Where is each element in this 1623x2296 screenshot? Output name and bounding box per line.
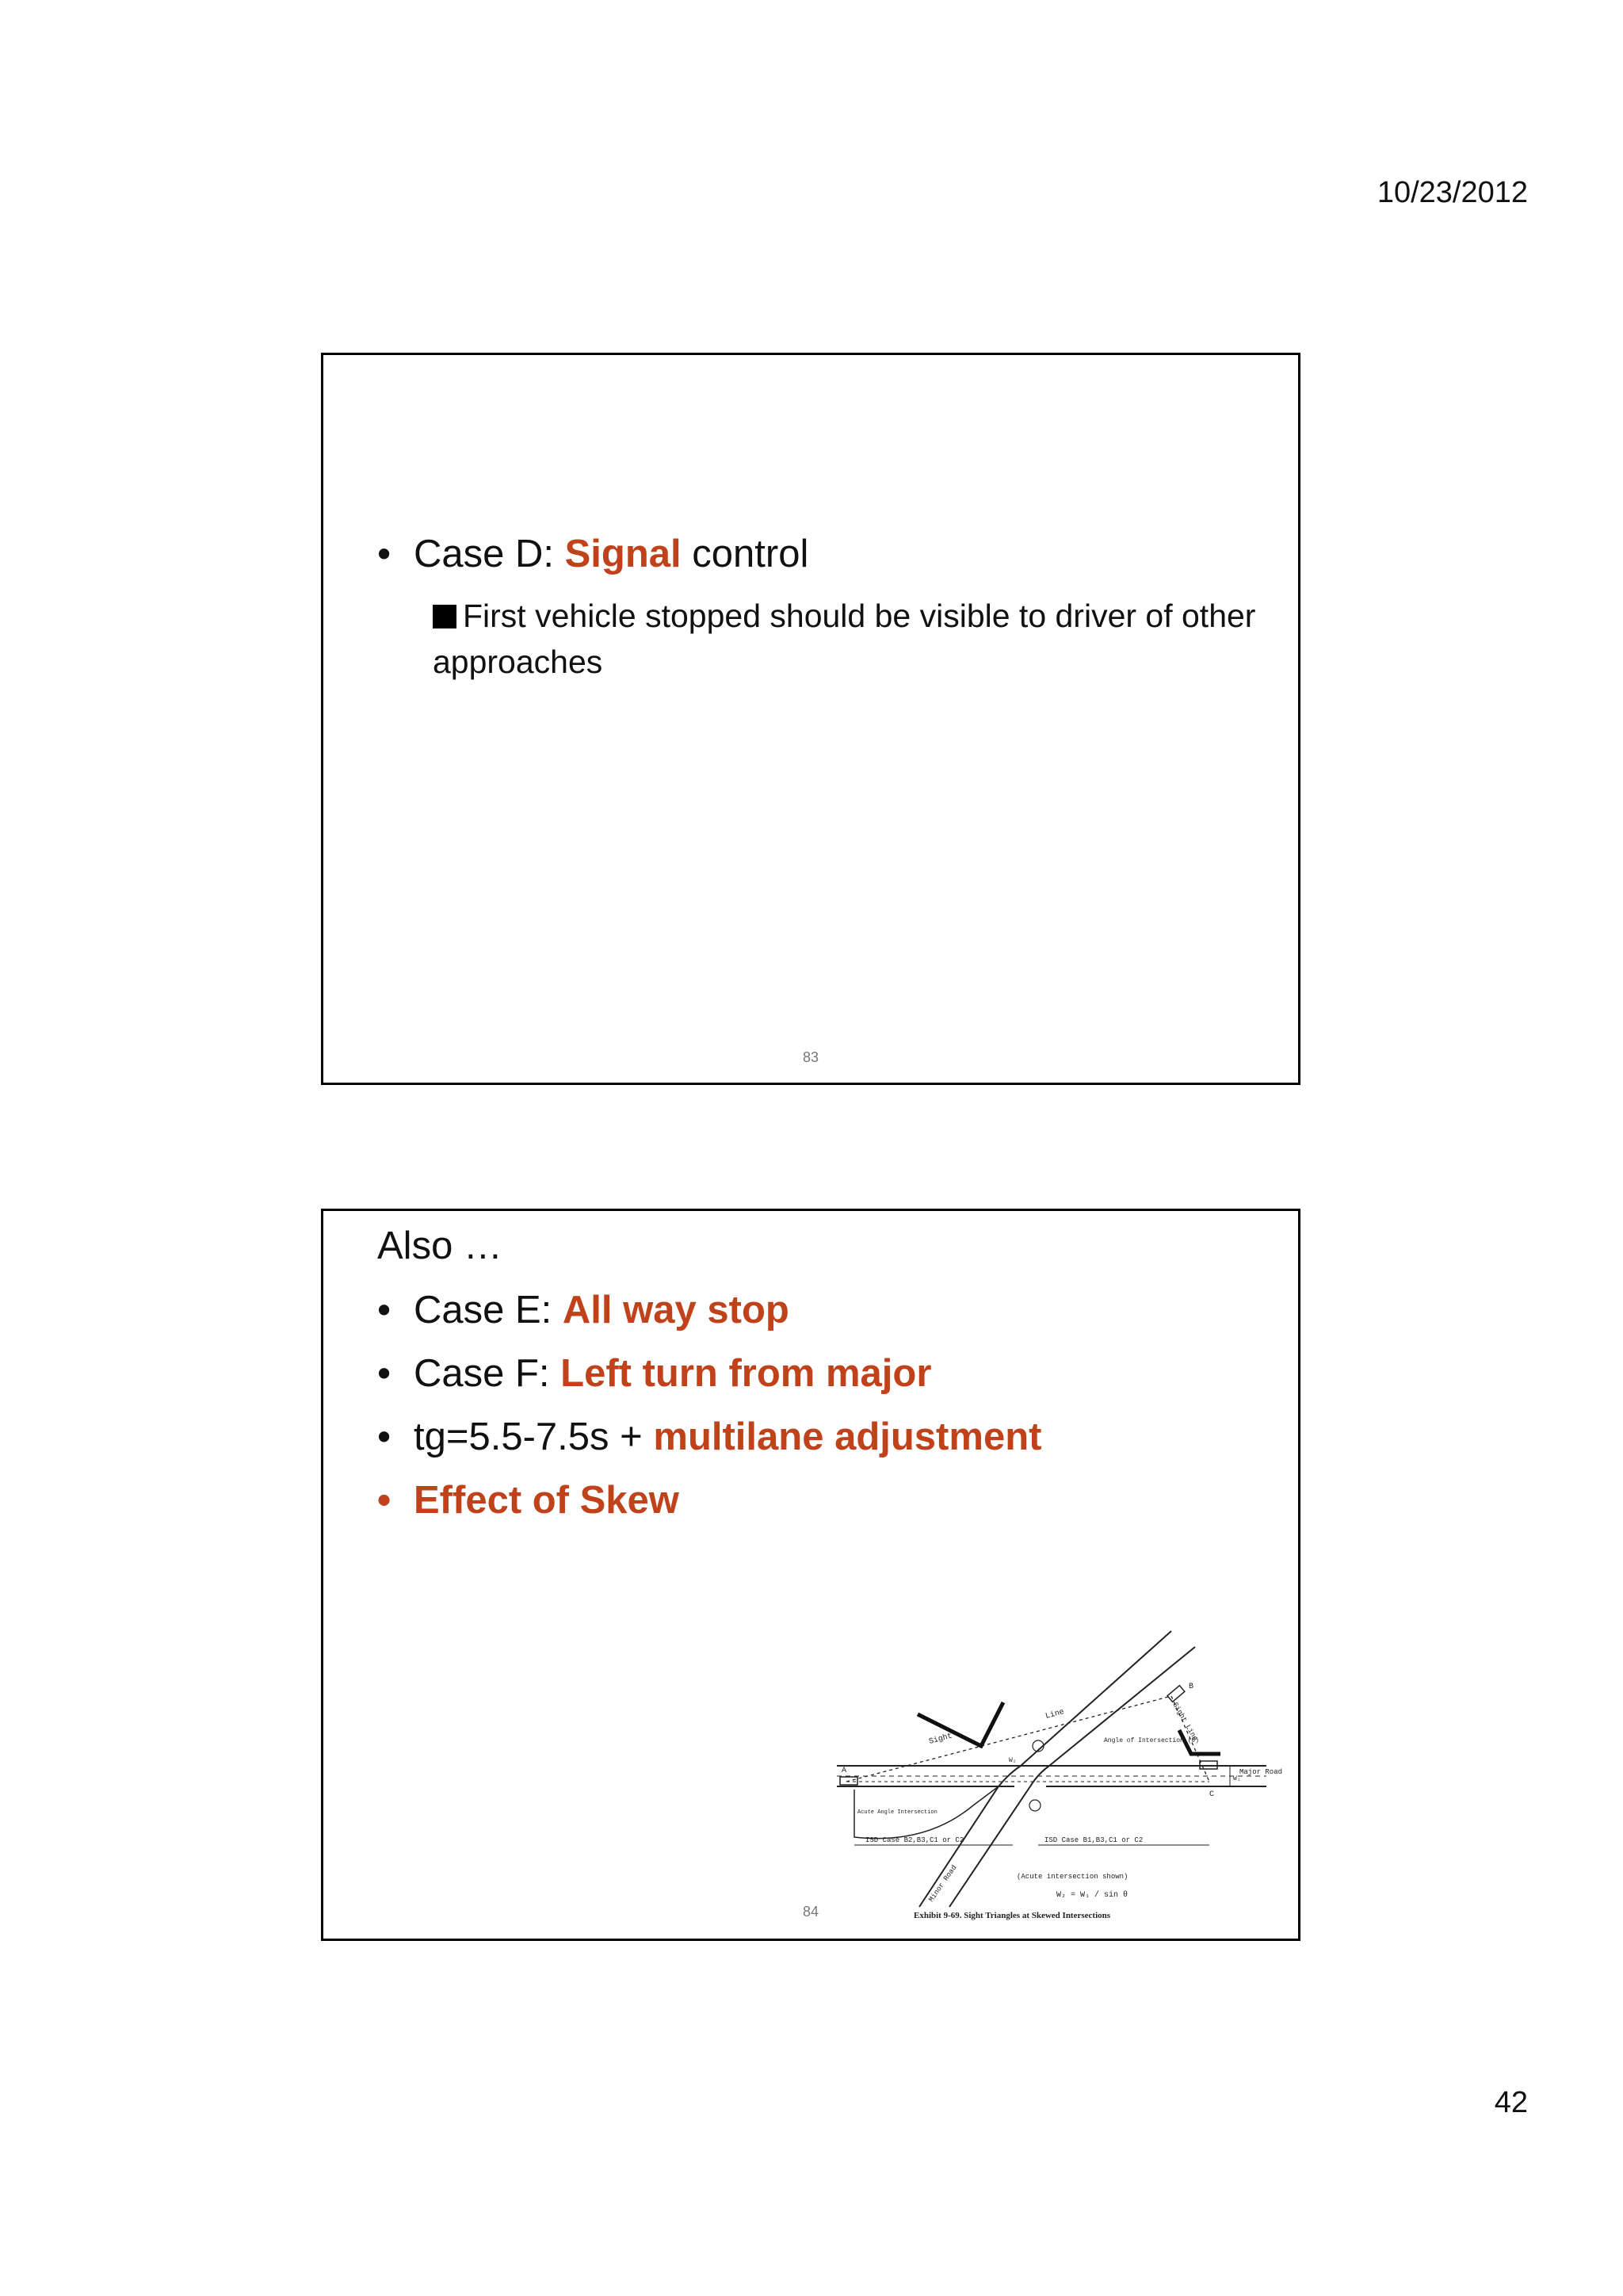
bullet-case-f xyxy=(377,1350,931,1397)
bullet-dot: • xyxy=(377,1352,391,1395)
acute-shown-label: (Acute intersection shown) xyxy=(1017,1873,1128,1881)
sub-bullet xyxy=(433,593,1273,685)
isd-right-label: ISD Case B1,B3,C1 or C2 xyxy=(1044,1836,1144,1844)
exhibit-caption: Exhibit 9-69. Sight Triangles at Skewed Intersections xyxy=(914,1911,1111,1920)
formula-label: W₂ = W₁ / sin θ xyxy=(1056,1891,1128,1900)
page-date: 10/23/2012 xyxy=(1377,176,1528,209)
bullet-highlight: multilane adjustment xyxy=(653,1415,1042,1458)
bullet-dot: • xyxy=(377,533,391,575)
skewed-intersection-diagram xyxy=(831,1655,1283,1932)
bullet-case-d xyxy=(377,531,808,578)
minor-road-edge-right xyxy=(949,1647,1195,1907)
page-number: 42 xyxy=(1494,2086,1528,2119)
sub-bullet-text: First vehicle stopped should be visible to driver of other approaches xyxy=(433,598,1256,680)
line-label: Line xyxy=(1044,1708,1066,1721)
bullet-prefix: Case D: xyxy=(414,533,565,575)
bullet-dot: • xyxy=(377,1415,391,1458)
slide-83 xyxy=(321,353,1300,1085)
point-b-label: B xyxy=(1189,1683,1194,1691)
isd-left-label: ISD Case B2,B3,C1 or C2 xyxy=(865,1836,964,1844)
slide-number: 84 xyxy=(802,1904,819,1920)
vehicle-b-icon xyxy=(1167,1686,1185,1702)
bullet-dot: • xyxy=(377,1479,391,1522)
bullet-prefix: tg=5.5-7.5s + xyxy=(414,1415,654,1458)
square-bullet-icon xyxy=(433,605,456,628)
bullet-skew xyxy=(377,1477,679,1524)
point-a-label: A xyxy=(842,1767,847,1775)
bullet-prefix: Case F: xyxy=(414,1352,561,1395)
sight-label: Sight xyxy=(928,1732,954,1747)
bullet-highlight: Left turn from major xyxy=(560,1352,932,1395)
acute-angle-label: Acute Angle Intersection xyxy=(857,1809,938,1816)
direction-marker-icon xyxy=(1029,1800,1041,1811)
minor-road-label: Minor Road xyxy=(927,1863,959,1904)
bullet-dot: • xyxy=(377,1289,391,1331)
w1-label: W₁ xyxy=(1233,1775,1241,1782)
major-road-label: Major Road xyxy=(1239,1768,1283,1776)
angle-label: Angle of Intersection (θ) xyxy=(1104,1737,1200,1744)
slide-intro: Also … xyxy=(377,1224,502,1267)
w2-label: W₂ xyxy=(1009,1757,1017,1764)
slide-number: 83 xyxy=(802,1049,819,1065)
bullet-case-e xyxy=(377,1287,789,1334)
bullet-highlight: All way stop xyxy=(562,1289,789,1331)
slide-84 xyxy=(321,1209,1300,1941)
bullet-suffix: control xyxy=(681,533,809,575)
point-c-label: C xyxy=(1209,1790,1215,1799)
bullet-tg xyxy=(377,1414,1041,1461)
bullet-highlight: Effect of Skew xyxy=(414,1479,679,1522)
sight-line-right-label: Sight Line xyxy=(1170,1701,1200,1743)
bullet-prefix: Case E: xyxy=(414,1289,563,1331)
bullet-highlight: Signal xyxy=(564,533,682,575)
